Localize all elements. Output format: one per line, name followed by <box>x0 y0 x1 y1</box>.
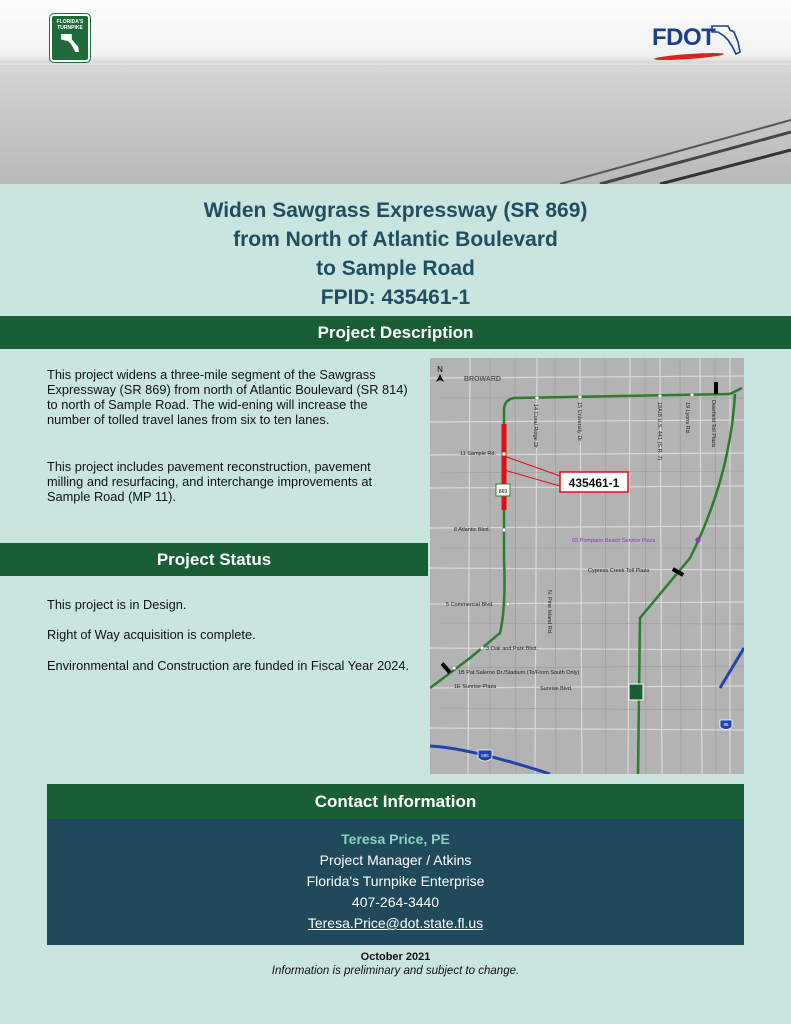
title-line-2: from North of Atlantic Boulevard <box>233 228 558 251</box>
contact-heading: Contact Information <box>47 784 744 819</box>
sr869-shield-label: 869 <box>498 489 508 495</box>
title-line-3: to Sample Road <box>316 257 475 280</box>
label-us441: 18A/B U.S. 441 (S.R. 7) <box>656 402 662 461</box>
status-line-2: Right of Way acquisition is complete. <box>47 627 256 642</box>
fdot-logo: FDOT <box>652 20 744 60</box>
status-line-3: Environmental and Construction are funded in Fiscal Year 2024. <box>47 658 410 673</box>
title-line-1: Widen Sawgrass Expressway (SR 869) <box>203 199 588 222</box>
contact-name: Teresa Price, PE <box>341 831 450 847</box>
turnpike-logo: FLORIDA'S TURNPIKE <box>50 14 90 62</box>
label-sample-rd: 11 Sample Rd. <box>460 451 496 457</box>
florida-outline-icon <box>710 20 744 56</box>
label-lyons: 19 Lyons Rd. <box>684 402 690 435</box>
road-grid <box>430 358 744 774</box>
i595-shield-label: 595 <box>481 753 489 758</box>
label-pompano: 65 Pompano Beach Service Plaza <box>572 538 656 544</box>
label-cypress-creek: Cypress Creek Toll Plaza <box>588 568 650 574</box>
label-sunrise-plaza: 1E Sunrise Plaza <box>454 684 497 690</box>
description-paragraph-1: This project widens a three-mile segment of the Sawgrass Expressway (SR 869) from north of Atlantic Boulevard (SR 814) to north of Sample Road. The wid-ening will increase the number of tolled travel lanes from six to ten lanes. <box>47 367 408 427</box>
label-deerfield: Deerfield Toll Plaza <box>710 400 716 447</box>
project-title <box>0 196 791 312</box>
footer <box>0 950 791 978</box>
title-fpid: FPID: 435461-1 <box>320 286 471 309</box>
fdot-swoosh <box>654 52 724 62</box>
i95-shield-label: 95 <box>723 722 729 727</box>
description-paragraph-2: This project includes pavement reconstruction, pavement milling and resurfacing, and interchange improvements at Sample Road (MP 11). <box>47 459 373 504</box>
contact-panel <box>47 819 744 945</box>
contact-phone: 407-264-3440 <box>351 894 440 910</box>
label-atlantic-blvd: 8 Atlantic Blvd. <box>454 527 491 533</box>
label-oak-park: 3 Oak and Park Blvd. <box>486 646 538 652</box>
status-line-1: This project is in Design. <box>47 597 187 612</box>
footer-note: Information is preliminary and subject to change. <box>271 965 520 977</box>
label-university: 15 University Dr. <box>576 402 582 443</box>
project-description-heading: Project Description <box>0 316 791 349</box>
label-pine-island: N. Pine Island Rd. <box>546 590 552 635</box>
header-banner <box>0 0 791 184</box>
label-coral-ridge: 14 Coral Ridge Dr. <box>532 404 538 450</box>
turnpike-shield-icon <box>629 684 643 700</box>
contact-org: Florida's Turnpike Enterprise <box>306 873 485 889</box>
contact-email-link[interactable]: Teresa.Price@dot.state.fl.us <box>307 915 484 931</box>
footer-date: October 2021 <box>360 951 431 963</box>
florida-icon <box>61 34 79 52</box>
project-callout: 435461-1 <box>568 476 620 490</box>
label-pat-salerno: 1B Pat Salerno Dr./Stadium (To/From South Only) <box>458 670 580 676</box>
label-commercial-blvd: 5 Commercial Blvd. <box>446 602 494 608</box>
north-arrow-label: N <box>437 365 443 374</box>
project-map <box>430 358 744 774</box>
project-status-heading: Project Status <box>0 543 428 576</box>
label-sunrise-blvd: Sunrise Blvd. <box>540 686 573 692</box>
contact-role: Project Manager / Atkins <box>319 852 472 868</box>
county-label: BROWARD <box>464 376 501 383</box>
